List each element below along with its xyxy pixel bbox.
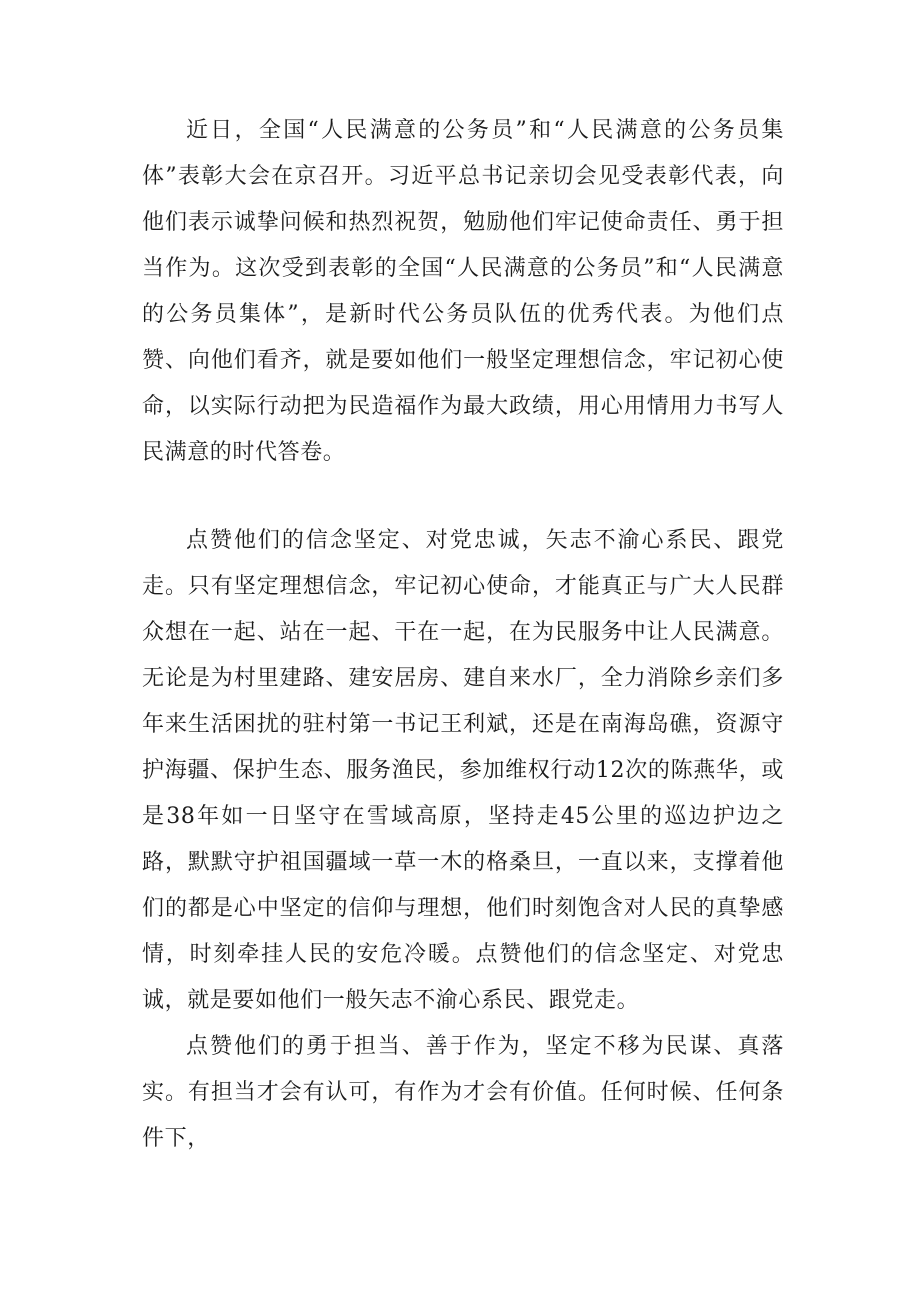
paragraph-3: 点赞他们的勇于担当、善于作为，坚定不移为民谋、真落实。有担当才会有认可，有作为才会有价值。任何时候、任何条件下， xyxy=(142,1034,784,1151)
paragraph-1: 近日，全国“人民满意的公务员”和“人民满意的公务员集体”表彰大会在京召开。习近平总书记亲切会见受表彰代表，向他们表示诚挚问候和热烈祝贺，勉励他们牢记使命责任、勇于担当作为。这次受到表彰的全国“人民满意的公务员”和“人民满意的公务员集体”，是新时代公务员队伍的优秀代表。为他们点赞、向他们看齐，就是要如他们一般坚定理想信念，牢记初心使命，以实际行动把为民造福作为最大政绩，用心用情用力书写人民满意的时代答卷。 xyxy=(142,118,784,465)
paragraph-2: 点赞他们的信念坚定、对党忠诚，矢志不渝心系民、跟党走。只有坚定理想信念，牢记初心使命，才能真正与广大人民群众想在一起、站在一起、干在一起，在为民服务中让人民满意。无论是为村里建路、建安居房、建自来水厂，全力消除乡亲们多年来生活困扰的驻村第一书记王利斌，还是在南海岛礁，资源守护海疆、保护生态、服务渔民，参加维权行动12次的陈燕华，或是38年如一日坚守在雪域高原，坚持走45公里的巡边护边之路，默默守护祖国疆域一草一木的格桑旦，一直以来，支撑着他们的都是心中坚定的信仰与理想，他们时刻饱含对人民的真挚感情，时刻牵挂人民的安危冷暖。点赞他们的信念坚定、对党忠诚，就是要如他们一般矢志不渝心系民、跟党走。 xyxy=(142,528,784,1013)
document-body xyxy=(142,108,784,1162)
